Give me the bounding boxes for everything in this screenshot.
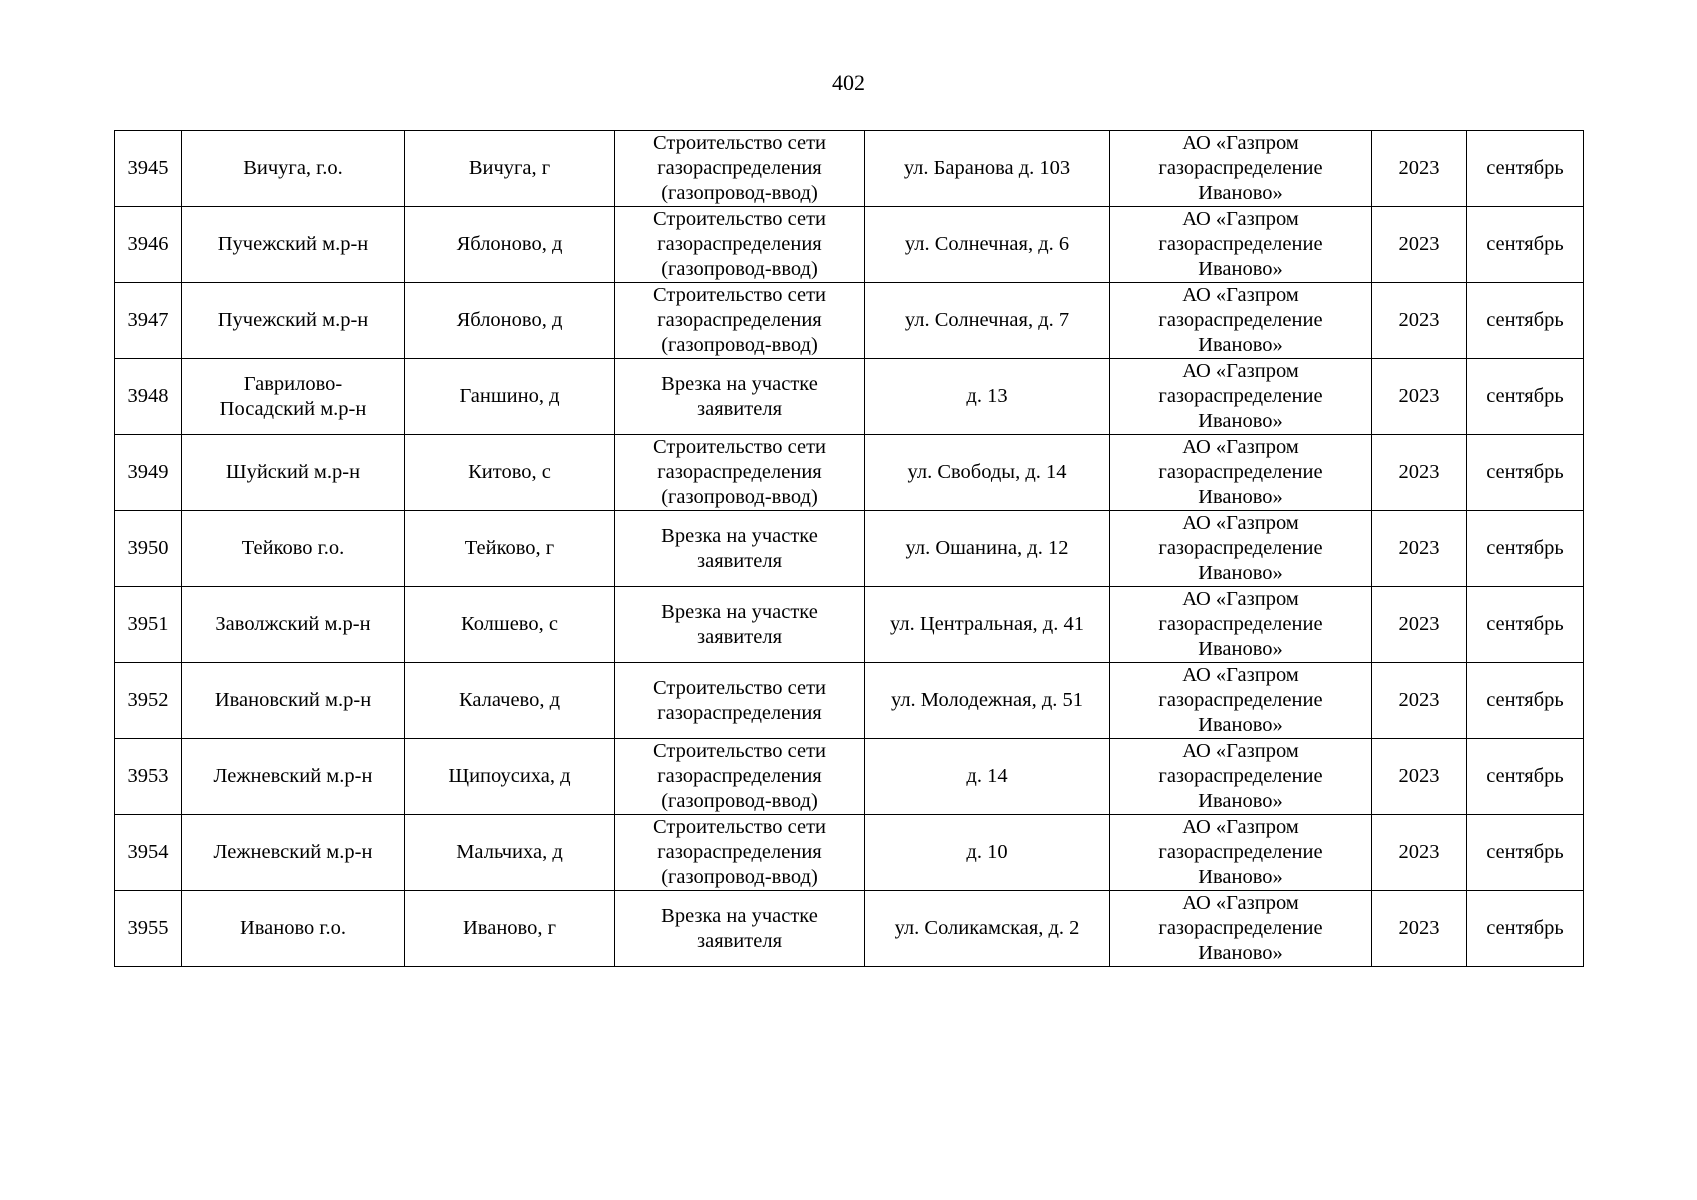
cell-work-type: Врезка на участке заявителя [615,891,865,967]
cell-organization: АО «Газпром газораспределение Иваново» [1110,359,1372,435]
cell-number: 3948 [115,359,182,435]
cell-number: 3949 [115,435,182,511]
cell-month: сентябрь [1467,435,1584,511]
cell-month: сентябрь [1467,207,1584,283]
cell-settlement: Яблоново, д [405,207,615,283]
table-row [115,131,1584,207]
cell-district: Иваново г.о. [182,891,405,967]
cell-number: 3952 [115,663,182,739]
table-row [115,207,1584,283]
cell-organization: АО «Газпром газораспределение Иваново» [1110,739,1372,815]
cell-settlement: Яблоново, д [405,283,615,359]
cell-year: 2023 [1372,891,1467,967]
cell-settlement: Калачево, д [405,663,615,739]
cell-number: 3954 [115,815,182,891]
cell-address: д. 14 [865,739,1110,815]
cell-work-type: Врезка на участке заявителя [615,587,865,663]
cell-work-type: Строительство сети газораспределения (газопровод-ввод) [615,207,865,283]
cell-district: Тейково г.о. [182,511,405,587]
cell-work-type: Строительство сети газораспределения (газопровод-ввод) [615,283,865,359]
table-row [115,587,1584,663]
table-row [115,815,1584,891]
cell-month: сентябрь [1467,511,1584,587]
cell-number: 3950 [115,511,182,587]
cell-work-type: Строительство сети газораспределения [615,663,865,739]
table-row [115,283,1584,359]
cell-month: сентябрь [1467,891,1584,967]
cell-work-type: Строительство сети газораспределения (газопровод-ввод) [615,131,865,207]
cell-year: 2023 [1372,131,1467,207]
cell-settlement: Китово, с [405,435,615,511]
cell-settlement: Вичуга, г [405,131,615,207]
cell-year: 2023 [1372,435,1467,511]
cell-year: 2023 [1372,739,1467,815]
cell-address: ул. Баранова д. 103 [865,131,1110,207]
cell-settlement: Ганшино, д [405,359,615,435]
cell-address: ул. Молодежная, д. 51 [865,663,1110,739]
cell-organization: АО «Газпром газораспределение Иваново» [1110,815,1372,891]
cell-number: 3947 [115,283,182,359]
cell-address: ул. Солнечная, д. 7 [865,283,1110,359]
cell-number: 3955 [115,891,182,967]
table-row [115,359,1584,435]
cell-month: сентябрь [1467,359,1584,435]
cell-organization: АО «Газпром газораспределение Иваново» [1110,587,1372,663]
cell-address: д. 13 [865,359,1110,435]
page-number: 402 [832,70,865,95]
cell-number: 3946 [115,207,182,283]
table-row [115,891,1584,967]
cell-district: Заволжский м.р-н [182,587,405,663]
gas-connection-table [114,130,1584,967]
cell-year: 2023 [1372,207,1467,283]
cell-work-type: Строительство сети газораспределения (газопровод-ввод) [615,739,865,815]
cell-address: ул. Свободы, д. 14 [865,435,1110,511]
cell-work-type: Строительство сети газораспределения (газопровод-ввод) [615,815,865,891]
cell-organization: АО «Газпром газораспределение Иваново» [1110,131,1372,207]
cell-district: Лежневский м.р-н [182,739,405,815]
cell-year: 2023 [1372,587,1467,663]
cell-organization: АО «Газпром газораспределение Иваново» [1110,435,1372,511]
cell-address: ул. Солнечная, д. 6 [865,207,1110,283]
cell-month: сентябрь [1467,283,1584,359]
cell-work-type: Врезка на участке заявителя [615,359,865,435]
cell-organization: АО «Газпром газораспределение Иваново» [1110,207,1372,283]
cell-number: 3953 [115,739,182,815]
cell-organization: АО «Газпром газораспределение Иваново» [1110,663,1372,739]
cell-work-type: Врезка на участке заявителя [615,511,865,587]
cell-month: сентябрь [1467,739,1584,815]
cell-number: 3951 [115,587,182,663]
cell-district: Ивановский м.р-н [182,663,405,739]
cell-year: 2023 [1372,359,1467,435]
cell-settlement: Щипоусиха, д [405,739,615,815]
table-row [115,511,1584,587]
cell-month: сентябрь [1467,587,1584,663]
cell-address: ул. Центральная, д. 41 [865,587,1110,663]
cell-address: д. 10 [865,815,1110,891]
table-row [115,739,1584,815]
cell-district: Шуйский м.р-н [182,435,405,511]
cell-settlement: Тейково, г [405,511,615,587]
cell-year: 2023 [1372,511,1467,587]
cell-settlement: Колшево, с [405,587,615,663]
cell-settlement: Мальчиха, д [405,815,615,891]
cell-month: сентябрь [1467,815,1584,891]
cell-address: ул. Соликамская, д. 2 [865,891,1110,967]
cell-district: Пучежский м.р-н [182,207,405,283]
cell-work-type: Строительство сети газораспределения (газопровод-ввод) [615,435,865,511]
cell-settlement: Иваново, г [405,891,615,967]
cell-year: 2023 [1372,663,1467,739]
cell-month: сентябрь [1467,131,1584,207]
cell-year: 2023 [1372,815,1467,891]
cell-district: Гаврилово- Посадский м.р-н [182,359,405,435]
table-row [115,435,1584,511]
cell-district: Пучежский м.р-н [182,283,405,359]
table-body [115,131,1584,967]
cell-organization: АО «Газпром газораспределение Иваново» [1110,511,1372,587]
cell-organization: АО «Газпром газораспределение Иваново» [1110,283,1372,359]
cell-year: 2023 [1372,283,1467,359]
cell-organization: АО «Газпром газораспределение Иваново» [1110,891,1372,967]
cell-address: ул. Ошанина, д. 12 [865,511,1110,587]
table-row [115,663,1584,739]
cell-month: сентябрь [1467,663,1584,739]
cell-district: Вичуга, г.о. [182,131,405,207]
cell-number: 3945 [115,131,182,207]
cell-district: Лежневский м.р-н [182,815,405,891]
